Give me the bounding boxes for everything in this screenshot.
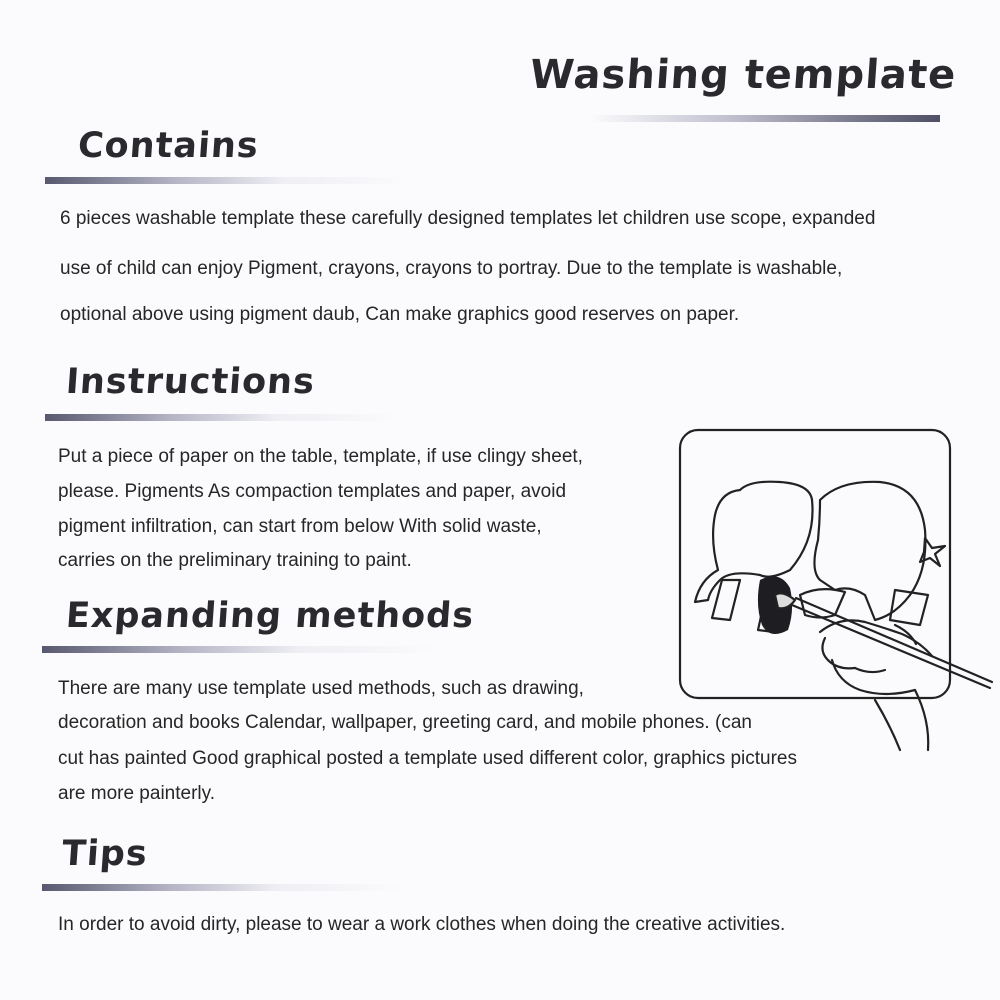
tips-heading: Tips [60,834,150,874]
contains-heading: Contains [76,126,261,166]
contains-line: use of child can enjoy Pigment, crayons, crayons to portray. Due to the template is washable, [60,258,843,279]
tips-underline [42,884,402,891]
title-underline [590,115,940,122]
instructions-line: carries on the preliminary training to paint. [58,550,412,571]
contains-underline [45,177,410,184]
expanding-line: There are many use template used methods, such as drawing, [58,678,584,699]
instructions-line: please. Pigments As compaction templates and paper, avoid [58,481,567,502]
expanding-line: cut has painted Good graphical posted a template used different color, graphics pictures [58,748,797,769]
expanding-underline [42,646,437,653]
contains-line: 6 pieces washable template these carefully designed templates let children use scope, expanded [60,208,876,229]
contains-line: optional above using pigment daub, Can make graphics good reserves on paper. [60,304,740,325]
instructions-heading: Instructions [64,362,317,402]
expanding-heading: Expanding methods [64,596,476,636]
tips-line: In order to avoid dirty, please to wear a work clothes when doing the creative activities. [58,914,786,935]
page-title: Washing template [528,52,958,98]
instructions-line: pigment infiltration, can start from below With solid waste, [58,516,542,537]
expanding-line: decoration and books Calendar, wallpaper, greeting card, and mobile phones. (can [58,712,752,733]
expanding-line: are more painterly. [58,783,215,804]
instructions-underline [45,414,400,421]
elephant-stencil-painting-icon [670,420,1000,760]
instructions-line: Put a piece of paper on the table, template, if use clingy sheet, [58,446,583,467]
tips-text [58,914,978,936]
